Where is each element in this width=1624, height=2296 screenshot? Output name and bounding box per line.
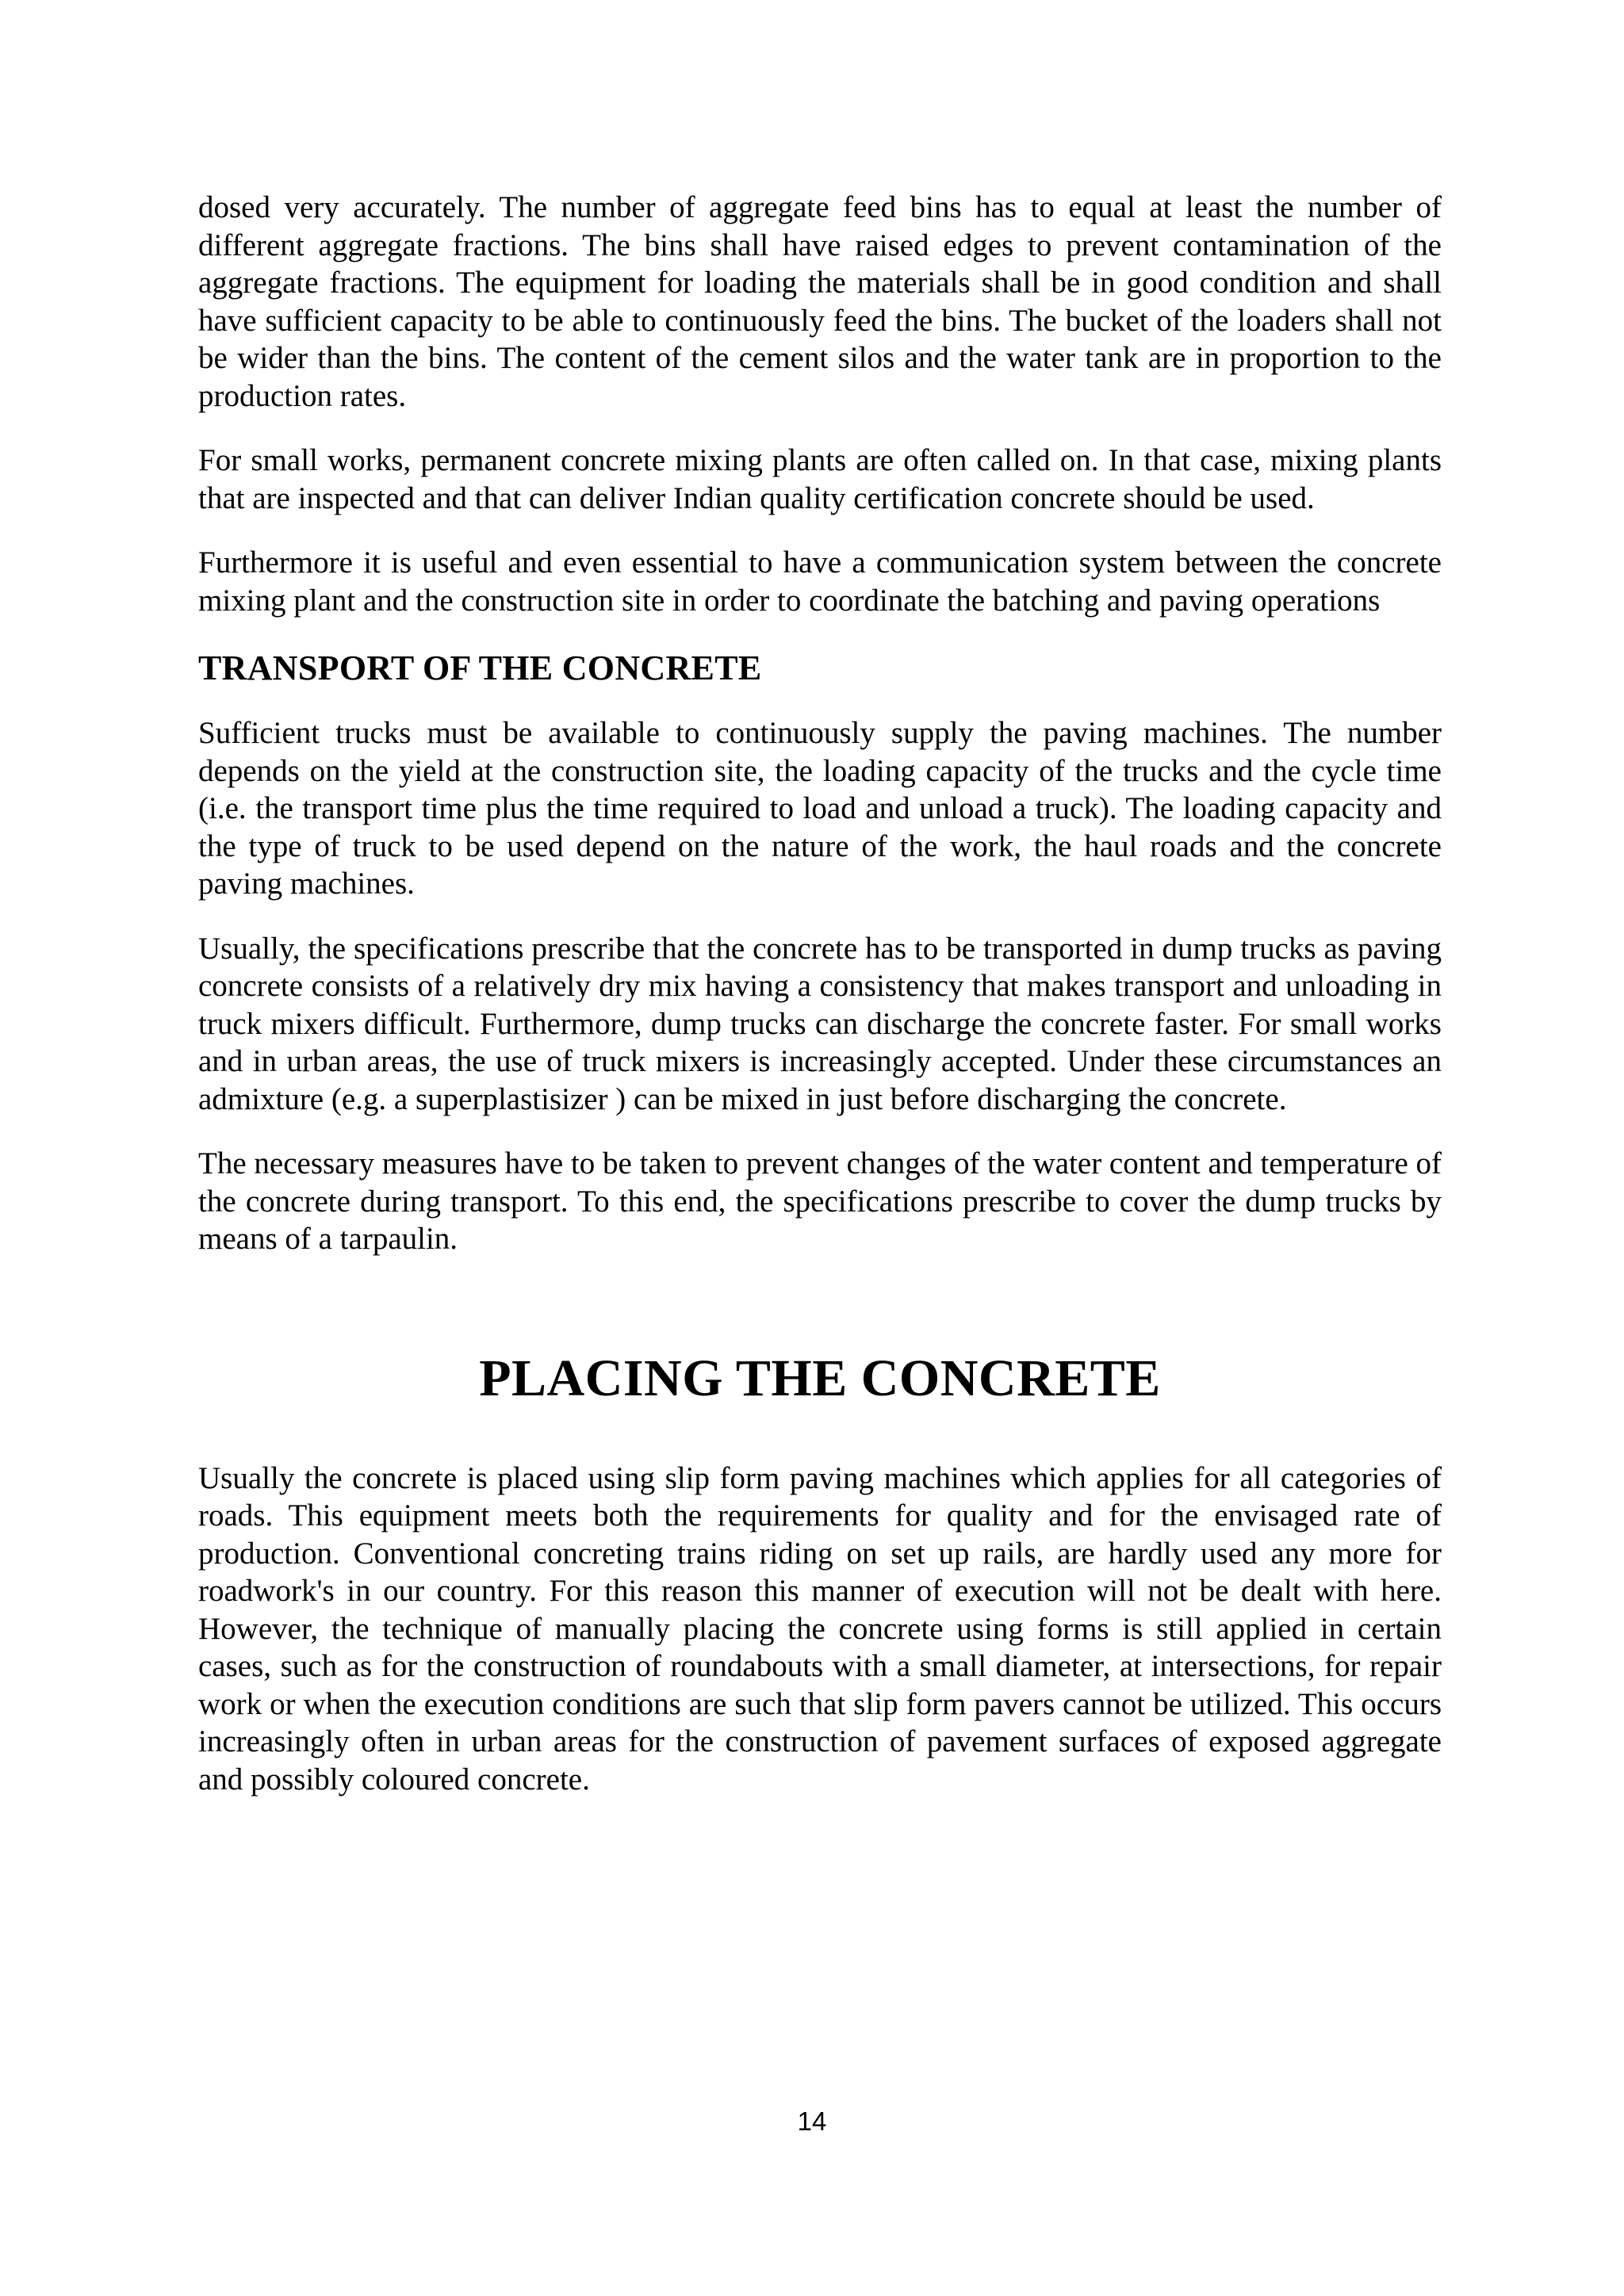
- paragraph-slip-form-paving: Usually the concrete is placed using slip form paving machines which applies for all categories of roads. This equipment meets both the requirements for quality and for the envisaged rate of production. Conventional concreting trains riding on set up rails, are hardly used any more for roadwork's in our country. For this reason this manner of execution will not be dealt with here. However, the technique of manually placing the concrete using forms is still applied in certain cases, such as for the construction of roundabouts with a small diameter, at intersections, for repair work or when the execution conditions are such that slip form pavers cannot be utilized. This occurs increasingly often in urban areas for the construction of pavement surfaces of exposed aggregate and possibly coloured concrete.: [198, 1460, 1442, 1797]
- paragraph-necessary-measures: The necessary measures have to be taken to prevent changes of the water content and temperature of the concrete during transport. To this end, the specifications prescribe to cover the dump trucks by means of a tarpaulin.: [198, 1146, 1442, 1256]
- paragraph-aggregate-bins: dosed very accurately. The number of aggregate feed bins has to equal at least the number of different aggregate fractions. The bins shall have raised edges to prevent contamination of the aggregate fractions. The equipment for loading the materials shall be in good condition and shall have sufficient capacity to be able to continuously feed the bins. The bucket of the loaders shall not be wider than the bins. The content of the cement silos and the water tank are in proportion to the production rates.: [198, 190, 1442, 413]
- paragraph-dump-trucks: Usually, the specifications prescribe that the concrete has to be transported in dump trucks as paving concrete consists of a relatively dry mix having a consistency that makes transport and unloading in truck mixers difficult. Furthermore, dump trucks can discharge the concrete faster. For small works and in urban areas, the use of truck mixers is increasingly accepted. Under these circumstances an admixture (e.g. a superplastisizer ) can be mixed in just before discharging the concrete.: [198, 931, 1442, 1116]
- page-number: 14: [797, 2107, 827, 2136]
- heading-placing: PLACING THE CONCRETE: [479, 1349, 1161, 1407]
- document-page: [198, 189, 1442, 1825]
- paragraph-small-works: For small works, permanent concrete mixing plants are often called on. In that case, mixing plants that are inspected and that can deliver Indian quality certification concrete should be used.: [198, 443, 1442, 515]
- heading-transport: TRANSPORT OF THE CONCRETE: [198, 649, 762, 687]
- paragraph-communication-system: Furthermore it is useful and even essential to have a communication system between the concrete mixing plant and the construction site in order to coordinate the batching and paving operations: [198, 545, 1442, 618]
- paragraph-sufficient-trucks: Sufficient trucks must be available to continuously supply the paving machines. The number depends on the yield at the construction site, the loading capacity of the trucks and the cycle time (i.e. the transport time plus the time required to load and unload a truck). The loading capacity and the type of truck to be used depend on the nature of the work, the haul roads and the concrete paving machines.: [198, 716, 1442, 901]
